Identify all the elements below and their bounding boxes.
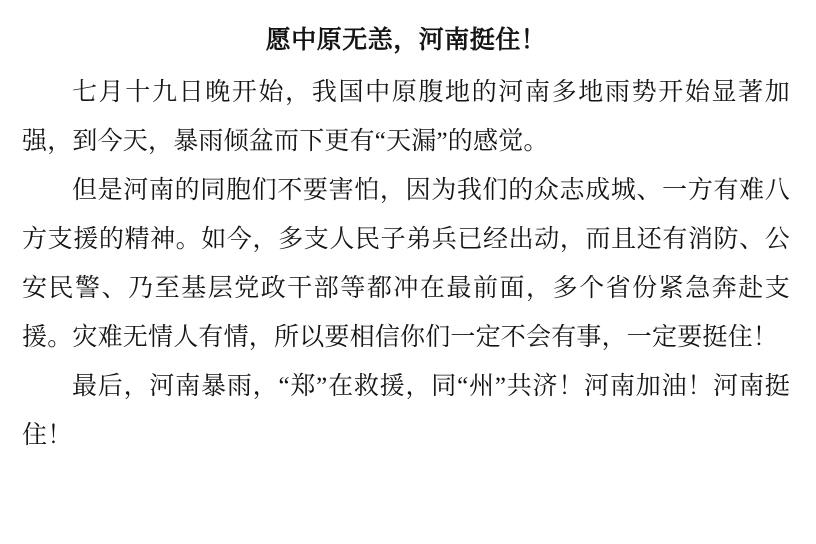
page-title: 愿中原无恙，河南挺住！: [265, 27, 547, 54]
paragraph-1: 七月十九日晚开始，我国中原腹地的河南多地雨势开始显著加强，到今天，暴雨倾盆而下更有“天漏”的感觉。: [22, 79, 790, 155]
paragraph-3: 最后，河南暴雨，“郑”在救援，同“州”共济！河南加油！河南挺住！: [22, 373, 790, 449]
paragraph-2: 但是河南的同胞们不要害怕，因为我们的众志成城、一方有难八方支援的精神。如今，多支人民子弟兵已经出动，而且还有消防、公安民警、乃至基层党政干部等都冲在最前面，多个省份紧急奔赴支援。灾难无情人有情，所以要相信你们一定不会有事，一定要挺住！: [22, 177, 790, 351]
